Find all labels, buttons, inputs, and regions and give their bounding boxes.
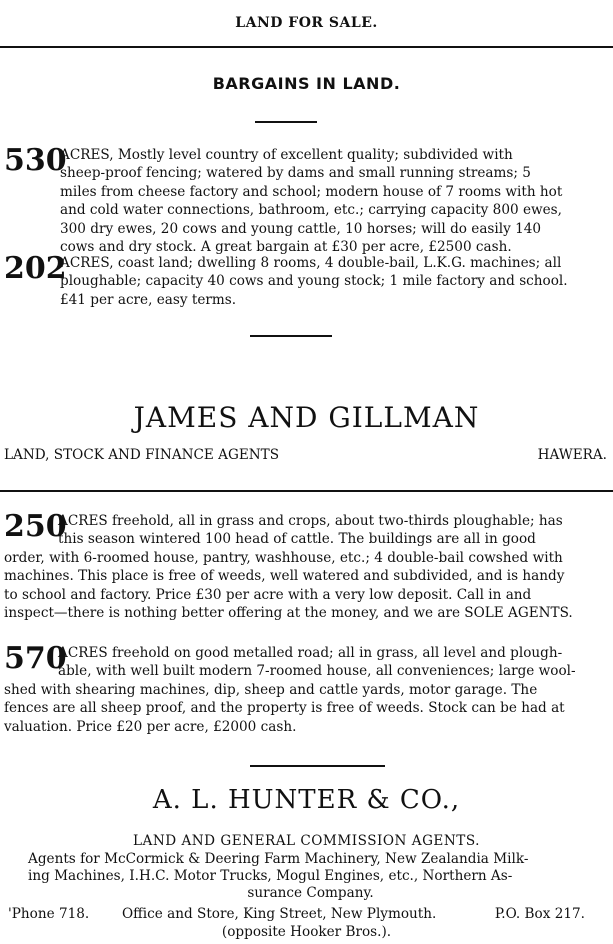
listing-line: this season wintered 100 head of cattle. The buildings are all in good	[58, 531, 536, 548]
listing-line: ploughable; capacity 40 cows and young stock; 1 mile factory and school.	[60, 273, 568, 290]
po-box: P.O. Box 217.	[494, 906, 585, 922]
listing-line: inspect—there is nothing better offering at the money, and we are SOLE AGENTS.	[4, 605, 573, 622]
office-address: Office and Store, King Street, New Plymouth.	[122, 906, 437, 922]
divider-rule	[250, 335, 332, 337]
listing-line: order, with 6-roomed house, pantry, washhouse, etc.; 4 double-bail cowshed with	[4, 549, 563, 566]
listing-line: fences are all sheep proof, and the property is free of weeds. Stock can be had at	[4, 700, 565, 717]
header-divider	[0, 46, 613, 48]
agent-name: JAMES AND GILLMAN	[133, 401, 480, 434]
header-title: LAND FOR SALE.	[235, 15, 378, 31]
phone-number: 'Phone 718.	[8, 906, 90, 922]
listing-line: ACRES freehold on good metalled road; all in grass, all level and plough-	[58, 645, 563, 661]
listing-line: ACRES, coast land; dwelling 8 rooms, 4 double-bail, L.K.G. machines; all	[60, 255, 562, 271]
agent-divider	[0, 490, 613, 492]
opposite-note: (opposite Hooker Bros.).	[221, 924, 392, 940]
listing-line: cows and dry stock. A great bargain at £30 per acre, £2500 cash.	[60, 239, 512, 256]
listing-line: machines. This place is free of weeds, well watered and subdivided, and is handy	[4, 568, 565, 585]
agent-subtitle: LAND, STOCK AND FINANCE AGENTS	[4, 447, 280, 463]
listing-number: 570	[4, 641, 67, 676]
listing-line: to school and factory. Price £30 per acre with a very low deposit. Call in and	[4, 586, 532, 603]
description-line: ing Machines, I.H.C. Motor Trucks, Mogul Engines, etc., Northern As-	[28, 868, 513, 884]
agent-location: HAWERA.	[537, 447, 607, 463]
listing-line: 300 dry ewes, 20 cows and young cattle, 10 horses; will do easily 140	[60, 220, 542, 237]
listing-line: shed with shearing machines, dip, sheep and cattle yards, motor garage. The	[4, 681, 538, 698]
listing-530	[4, 143, 608, 256]
agent-name: A. L. HUNTER & CO.,	[152, 785, 461, 815]
listing-line: able, with well built modern 7-roomed house, all conveniences; large wool-	[58, 663, 576, 680]
listing-line: ACRES, Mostly level country of excellent quality; subdivided with	[60, 147, 513, 163]
listing-line: ACRES freehold, all in grass and crops, about two-thirds ploughable; has	[58, 513, 563, 529]
listing-line: valuation. Price £20 per acre, £2000 cash.	[4, 718, 297, 735]
section-title-rule	[255, 121, 317, 123]
listing-line: £41 per acre, easy terms.	[60, 291, 237, 308]
listing-line: and cold water connections, bathroom, etc.; carrying capacity 800 ewes,	[60, 202, 562, 219]
agent-description	[28, 851, 593, 902]
listing-250	[4, 509, 608, 622]
listing-number: 202	[4, 251, 67, 286]
listing-number: 250	[4, 509, 67, 544]
section-title: BARGAINS IN LAND.	[212, 74, 401, 93]
description-line: Agents for McCormick & Deering Farm Machinery, New Zealandia Milk-	[28, 851, 529, 867]
listing-number: 530	[4, 143, 67, 178]
listing-202	[4, 251, 608, 309]
listing-line: sheep-proof fencing; watered by dams and small running streams; 5	[60, 165, 531, 182]
divider-rule	[250, 765, 385, 767]
listing-line: miles from cheese factory and school; modern house of 7 rooms with hot	[60, 183, 563, 200]
listing-570	[4, 641, 608, 736]
description-line: surance Company.	[247, 885, 374, 901]
agent-subtitle: LAND AND GENERAL COMMISSION AGENTS.	[133, 833, 480, 849]
